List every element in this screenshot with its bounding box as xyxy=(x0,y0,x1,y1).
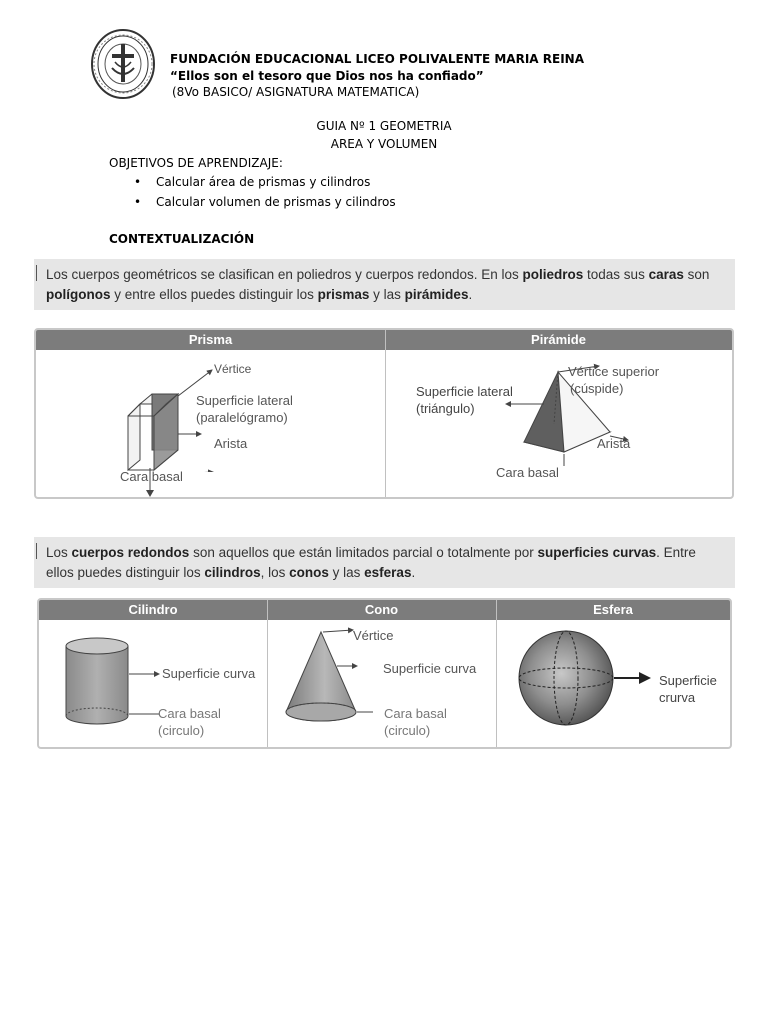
prism-lateral-sub-label: (paralelógramo) xyxy=(196,410,288,425)
pyramid-edge-label: Arista xyxy=(597,436,631,451)
context-heading: CONTEXTUALIZACIÓN xyxy=(109,232,255,246)
cylinder-base-sub-label: (circulo) xyxy=(158,723,205,738)
column-divider xyxy=(385,330,386,497)
cone-surface-label: Superficie curva xyxy=(383,661,477,676)
header-pyramid: Pirámide xyxy=(531,332,586,347)
polyhedra-intro: Los cuerpos geométricos se clasifican en poliedros y cuerpos redondos. En los poliedros todas sus caras son polígonos y entre ellos puedes distinguir los prismas y las pirámides. xyxy=(34,259,735,310)
course-subject: (8Vo BASICO/ ASIGNATURA MATEMATICA) xyxy=(172,85,420,99)
header-cylinder: Cilindro xyxy=(128,602,178,617)
prism-edge-label: Arista xyxy=(214,436,248,451)
sphere-surface-sub-label: crurva xyxy=(659,690,696,705)
table-header xyxy=(36,330,732,350)
sphere-figure xyxy=(517,630,667,730)
guide-title: GUIA Nº 1 GEOMETRIA xyxy=(316,119,452,133)
column-divider xyxy=(267,600,268,747)
cylinder-base-label: Cara basal xyxy=(158,706,221,721)
pyramid-lateral-sub-label: (triángulo) xyxy=(416,401,475,416)
list-item: • Calcular volumen de prismas y cilindros xyxy=(134,195,396,209)
objectives-list xyxy=(134,172,396,212)
institution-name: FUNDACIÓN EDUCACIONAL LICEO POLIVALENTE MARIA REINA xyxy=(170,52,584,66)
prism-vertex-label: Vértice xyxy=(214,362,252,376)
header-sphere: Esfera xyxy=(593,602,633,617)
objectives-heading: OBJETIVOS DE APRENDIZAJE: xyxy=(109,156,283,170)
sphere-surface-label: Superficie xyxy=(659,673,717,688)
school-logo xyxy=(90,28,156,100)
cylinder-surface-label: Superficie curva xyxy=(162,666,256,681)
table-header xyxy=(39,600,730,620)
pyramid-apex-label: Vértice superior xyxy=(568,364,660,379)
institution-motto: “Ellos son el tesoro que Dios nos ha confiado” xyxy=(170,69,484,83)
cone-vertex-label: Vértice xyxy=(353,628,394,643)
prism-lateral-label: Superficie lateral xyxy=(196,393,293,408)
header-cone: Cono xyxy=(364,602,399,617)
pyramid-lateral-label: Superficie lateral xyxy=(416,384,513,399)
header-prism: Prisma xyxy=(188,332,233,347)
pyramid-base-label: Cara basal xyxy=(496,465,559,480)
column-divider xyxy=(496,600,497,747)
list-item: • Calcular área de prismas y cilindros xyxy=(134,175,371,189)
guide-subtitle: AREA Y VOLUMEN xyxy=(330,137,438,151)
round-bodies-table xyxy=(37,598,732,749)
pyramid-apex-sub-label: (cúspide) xyxy=(570,381,624,396)
bracket-mark xyxy=(36,543,43,559)
prism-base-label: Cara basal xyxy=(120,469,183,484)
round-bodies-intro: Los cuerpos redondos son aquellos que están limitados parcial o totalmente por superficies curvas. Entre ellos puedes distinguir los cilindros, los conos y las esferas. xyxy=(34,537,735,588)
cone-base-sub-label: (circulo) xyxy=(384,723,431,738)
polyhedra-table xyxy=(34,328,734,499)
bracket-mark xyxy=(36,265,43,281)
cone-base-label: Cara basal xyxy=(384,706,447,721)
